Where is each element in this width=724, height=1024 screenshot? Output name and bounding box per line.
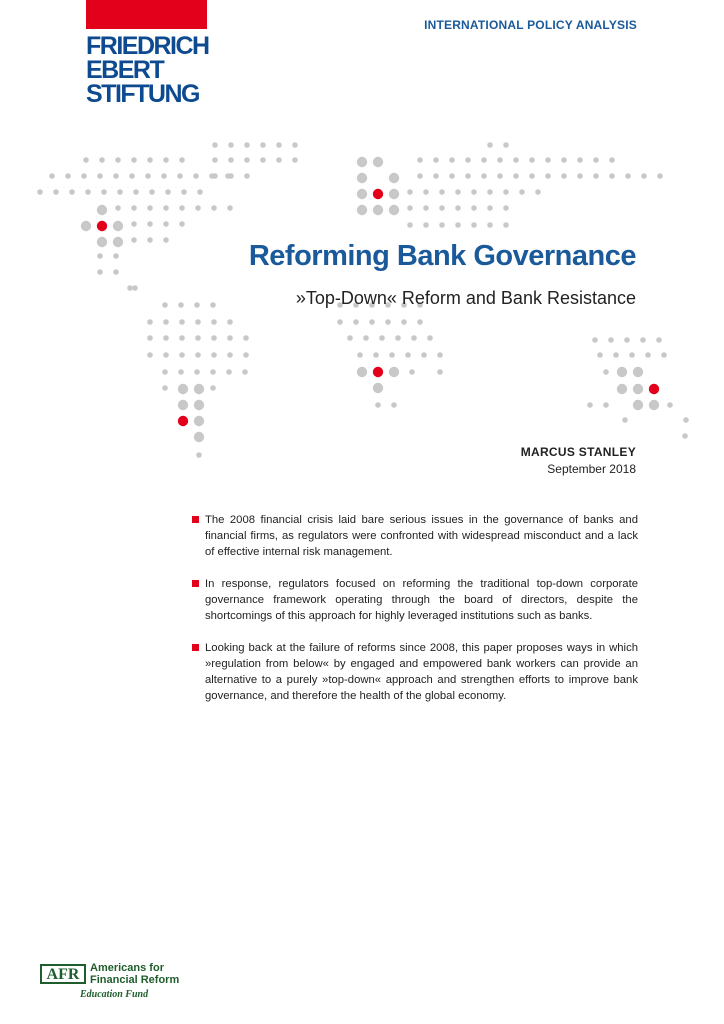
map-dot — [97, 173, 103, 179]
map-dot — [131, 221, 137, 227]
map-dot — [227, 335, 233, 341]
map-dot — [503, 142, 509, 148]
map-dot — [656, 337, 662, 343]
map-dot — [369, 319, 375, 325]
page-subtitle: »Top-Down« Reform and Bank Resistance — [295, 288, 636, 308]
map-dot — [503, 189, 509, 195]
map-dot — [407, 189, 413, 195]
map-dot — [449, 157, 455, 163]
map-dot — [617, 367, 627, 377]
bullet-square-icon — [192, 644, 199, 651]
map-dot — [357, 367, 367, 377]
map-dot — [455, 189, 461, 195]
map-dot — [132, 285, 138, 291]
map-dot — [162, 369, 168, 375]
map-dot — [81, 173, 87, 179]
map-dot — [613, 352, 619, 358]
map-dot — [433, 157, 439, 163]
afr-name — [90, 962, 179, 986]
map-dot — [455, 222, 461, 228]
map-dot — [629, 352, 635, 358]
map-dot — [633, 367, 643, 377]
afr-abbr: AFR — [40, 964, 86, 984]
map-dot — [178, 302, 184, 308]
map-dot — [276, 157, 282, 163]
map-dot — [163, 335, 169, 341]
map-dot — [115, 157, 121, 163]
map-dot — [244, 157, 250, 163]
map-dot — [131, 205, 137, 211]
map-dot — [228, 157, 234, 163]
map-dot — [603, 369, 609, 375]
map-dot — [228, 142, 234, 148]
map-dot — [163, 221, 169, 227]
map-dot — [165, 189, 171, 195]
map-dot — [179, 157, 185, 163]
map-dot — [193, 173, 199, 179]
map-dot — [409, 369, 415, 375]
map-dot — [465, 157, 471, 163]
map-dot — [147, 335, 153, 341]
map-dot — [211, 352, 217, 358]
map-dot — [194, 400, 204, 410]
key-point-text: In response, regulators focused on reforming the traditional top-down corporate governance framework operating through the board of directors, despite the shortcomings of this approach for highly leveraged institutions such as banks. — [205, 578, 638, 622]
map-dot — [260, 142, 266, 148]
map-dot — [449, 173, 455, 179]
map-dot — [194, 432, 204, 442]
map-dot — [211, 319, 217, 325]
map-dot — [179, 352, 185, 358]
map-dot — [347, 335, 353, 341]
map-dot — [260, 157, 266, 163]
map-dot — [609, 173, 615, 179]
map-dot — [147, 237, 153, 243]
map-dot — [421, 352, 427, 358]
map-dot — [243, 352, 249, 358]
map-dot — [212, 157, 218, 163]
map-dot — [389, 189, 399, 199]
map-dot — [535, 189, 541, 195]
map-dot — [649, 400, 659, 410]
map-dot — [212, 142, 218, 148]
map-dot — [353, 319, 359, 325]
map-dot — [292, 157, 298, 163]
map-dot — [129, 173, 135, 179]
map-dot — [609, 157, 615, 163]
map-dot — [97, 237, 107, 247]
map-dot — [373, 189, 383, 199]
map-dot — [661, 352, 667, 358]
map-dot — [162, 302, 168, 308]
map-dot — [127, 285, 133, 291]
map-dot — [593, 157, 599, 163]
map-dot — [163, 237, 169, 243]
map-dot — [194, 302, 200, 308]
map-dot — [503, 205, 509, 211]
map-dot — [163, 352, 169, 358]
map-dot — [503, 222, 509, 228]
afr-subtitle: Education Fund — [80, 989, 149, 1000]
map-dot — [195, 352, 201, 358]
map-dot — [149, 189, 155, 195]
map-dot — [437, 369, 443, 375]
map-dot — [487, 142, 493, 148]
map-dot — [439, 222, 445, 228]
map-dot — [115, 205, 121, 211]
map-dot — [147, 221, 153, 227]
map-dot — [363, 335, 369, 341]
map-dot — [373, 367, 383, 377]
map-dot — [587, 402, 593, 408]
map-dot — [53, 189, 59, 195]
map-dot — [243, 335, 249, 341]
map-dot — [194, 416, 204, 426]
map-dot — [683, 417, 689, 423]
map-dot — [162, 385, 168, 391]
map-dot — [437, 352, 443, 358]
map-dot — [211, 335, 217, 341]
map-dot — [407, 222, 413, 228]
map-dot — [147, 319, 153, 325]
map-dot — [163, 319, 169, 325]
map-dot — [292, 142, 298, 148]
map-dot — [147, 205, 153, 211]
map-dot — [389, 205, 399, 215]
map-dot — [228, 173, 234, 179]
map-dot — [244, 142, 250, 148]
map-dot — [593, 173, 599, 179]
map-dot — [385, 319, 391, 325]
map-dot — [481, 173, 487, 179]
map-dot — [433, 173, 439, 179]
map-dot — [513, 173, 519, 179]
map-dot — [577, 157, 583, 163]
map-dot — [117, 189, 123, 195]
map-dot — [337, 319, 343, 325]
map-dot — [276, 142, 282, 148]
map-dot — [211, 205, 217, 211]
afr-name-line-2: Financial Reform — [90, 974, 180, 986]
map-dot — [395, 335, 401, 341]
map-dot — [407, 205, 413, 211]
map-dot — [65, 173, 71, 179]
map-dot — [161, 173, 167, 179]
map-dot — [545, 157, 551, 163]
map-dot — [210, 385, 216, 391]
map-dot — [682, 433, 688, 439]
map-dot — [97, 269, 103, 275]
map-dot — [178, 369, 184, 375]
map-dot — [37, 189, 43, 195]
map-dot — [649, 384, 659, 394]
key-point — [192, 576, 638, 624]
map-dot — [624, 337, 630, 343]
map-dot — [667, 402, 673, 408]
map-dot — [101, 189, 107, 195]
map-dot — [375, 402, 381, 408]
logo-line-3: STIFTUNG — [86, 80, 199, 108]
map-dot — [455, 205, 461, 211]
map-dot — [487, 189, 493, 195]
map-dot — [357, 352, 363, 358]
map-dot — [427, 335, 433, 341]
map-dot — [113, 221, 123, 231]
map-dot — [622, 417, 628, 423]
map-dot — [561, 173, 567, 179]
map-dot — [163, 205, 169, 211]
map-dot — [194, 369, 200, 375]
map-dot — [389, 173, 399, 183]
map-dot — [83, 157, 89, 163]
map-dot — [85, 189, 91, 195]
key-points-list — [192, 512, 638, 720]
map-dot — [227, 319, 233, 325]
map-dot — [131, 157, 137, 163]
map-dot — [178, 400, 188, 410]
map-dot — [497, 157, 503, 163]
map-dot — [373, 383, 383, 393]
map-dot — [633, 384, 643, 394]
bullet-square-icon — [192, 580, 199, 587]
map-dot — [226, 369, 232, 375]
map-dot — [423, 205, 429, 211]
map-dot — [181, 189, 187, 195]
map-dot — [513, 157, 519, 163]
map-dot — [244, 173, 250, 179]
map-dot — [405, 352, 411, 358]
map-dot — [212, 173, 218, 179]
map-dot — [487, 222, 493, 228]
map-dot — [497, 173, 503, 179]
map-dot — [597, 352, 603, 358]
map-dot — [131, 237, 137, 243]
map-dot — [373, 157, 383, 167]
map-dot — [97, 205, 107, 215]
map-dot — [617, 384, 627, 394]
map-dot — [178, 416, 188, 426]
map-dot — [357, 205, 367, 215]
map-dot — [147, 157, 153, 163]
map-dot — [603, 402, 609, 408]
map-dot — [97, 221, 107, 231]
logo-line-1: FRIEDRICH — [86, 32, 209, 60]
map-dot — [147, 352, 153, 358]
key-point — [192, 640, 638, 704]
map-dot — [625, 173, 631, 179]
page-title: Reforming Bank Governance — [248, 240, 636, 272]
map-dot — [227, 352, 233, 358]
map-dot — [465, 173, 471, 179]
afr-logo — [40, 960, 240, 1008]
series-label: INTERNATIONAL POLICY ANALYSIS — [424, 18, 637, 32]
key-point-text: Looking back at the failure of reforms since 2008, this paper proposes ways in which »regulation from below« by engaged and empowered bank workers can provide an alternative to a purely »top-down« approach and strengthen efforts to improve bank governance, and therefore the health of the global economy. — [205, 642, 638, 702]
map-dot — [357, 189, 367, 199]
map-dot — [592, 337, 598, 343]
map-dot — [471, 205, 477, 211]
map-dot — [391, 402, 397, 408]
map-dot — [439, 205, 445, 211]
map-dot — [179, 335, 185, 341]
map-dot — [401, 319, 407, 325]
map-dot — [389, 352, 395, 358]
map-dot — [471, 189, 477, 195]
map-dot — [179, 205, 185, 211]
map-dot — [163, 157, 169, 163]
map-dot — [487, 205, 493, 211]
map-dot — [227, 205, 233, 211]
map-dot — [195, 205, 201, 211]
map-dot — [242, 369, 248, 375]
map-dot — [49, 173, 55, 179]
map-dot — [357, 157, 367, 167]
map-dot — [417, 319, 423, 325]
map-dot — [529, 157, 535, 163]
map-dot — [179, 221, 185, 227]
map-dot — [417, 157, 423, 163]
key-point — [192, 512, 638, 560]
map-dot — [113, 269, 119, 275]
map-dot — [641, 173, 647, 179]
map-dot — [113, 253, 119, 259]
map-dot — [577, 173, 583, 179]
publication-date: September 2018 — [547, 462, 636, 476]
map-dot — [389, 367, 399, 377]
map-dot — [379, 335, 385, 341]
map-dot — [145, 173, 151, 179]
map-dot — [69, 189, 75, 195]
map-dot — [373, 352, 379, 358]
map-dot — [197, 189, 203, 195]
map-dot — [99, 157, 105, 163]
map-dot — [657, 173, 663, 179]
afr-name-line-1: Americans for — [90, 962, 164, 974]
key-point-text: The 2008 financial crisis laid bare serious issues in the governance of banks and financial firms, as regulators were confronted with widespread misconduct and a lack of effective internal risk management. — [205, 514, 638, 558]
map-dot — [81, 221, 91, 231]
map-dot — [471, 222, 477, 228]
author-name: MARCUS STANLEY — [520, 445, 636, 459]
map-dot — [439, 189, 445, 195]
map-dot — [179, 319, 185, 325]
map-dot — [210, 302, 216, 308]
map-dot — [195, 319, 201, 325]
map-dot — [210, 369, 216, 375]
map-dot — [133, 189, 139, 195]
map-dot — [357, 173, 367, 183]
map-dot — [97, 253, 103, 259]
map-dot — [411, 335, 417, 341]
map-dot — [545, 173, 551, 179]
map-dot — [645, 352, 651, 358]
map-dot — [178, 384, 188, 394]
map-dot — [608, 337, 614, 343]
map-dot — [113, 173, 119, 179]
map-dot — [519, 189, 525, 195]
map-dot — [481, 157, 487, 163]
map-dot — [113, 237, 123, 247]
map-dot — [640, 337, 646, 343]
map-dot — [196, 452, 202, 458]
logo-line-2: EBERT — [86, 56, 164, 84]
map-dot — [195, 335, 201, 341]
map-dot — [633, 400, 643, 410]
map-dot — [373, 205, 383, 215]
bullet-square-icon — [192, 516, 199, 523]
map-dot — [423, 222, 429, 228]
map-dot — [177, 173, 183, 179]
map-dot — [423, 189, 429, 195]
map-dot — [529, 173, 535, 179]
map-dot — [194, 384, 204, 394]
map-dot — [561, 157, 567, 163]
map-dot — [417, 173, 423, 179]
